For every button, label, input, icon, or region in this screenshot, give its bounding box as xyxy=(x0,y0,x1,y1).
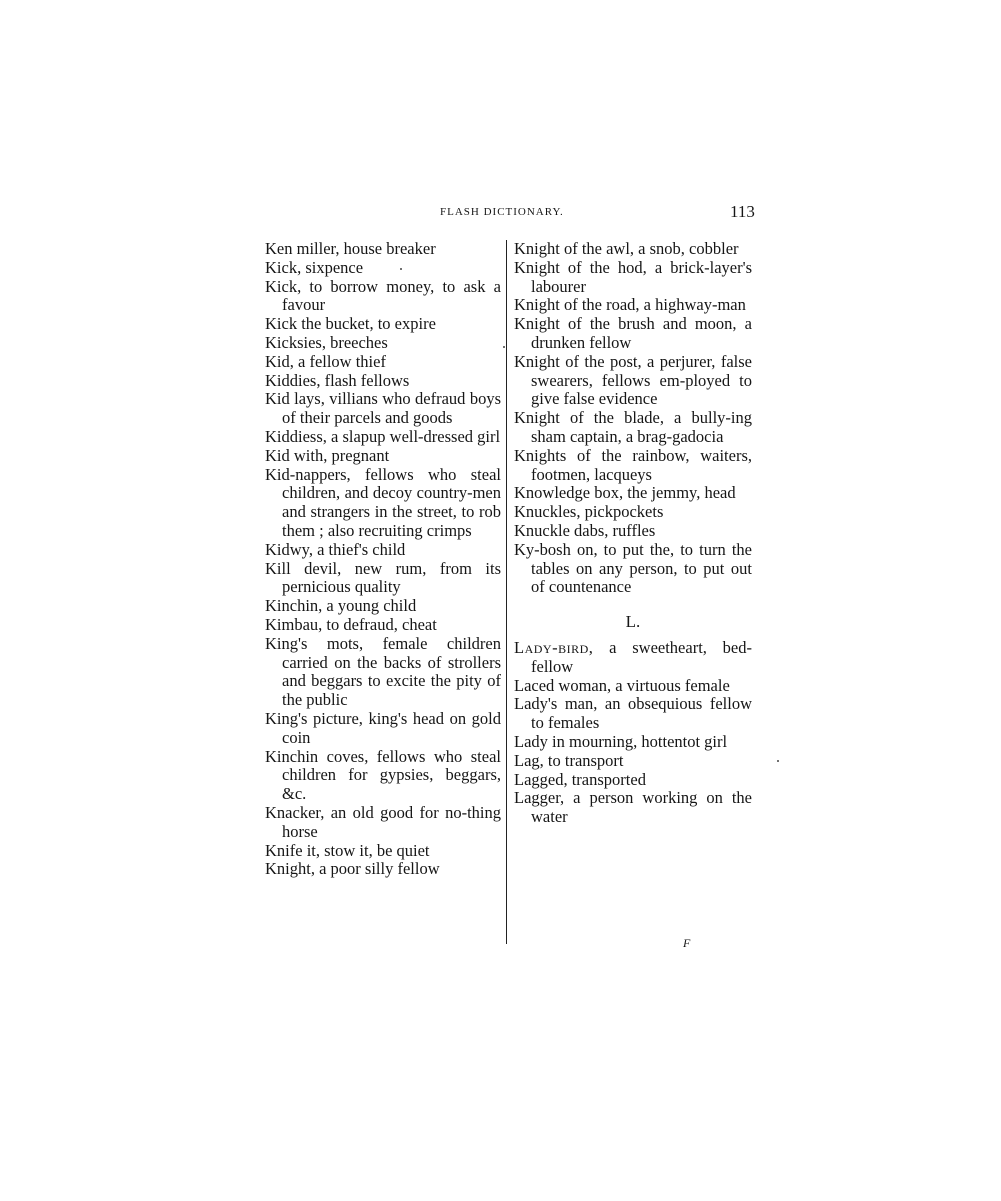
dictionary-entry: Lady in mourning, hottentot girl xyxy=(514,731,728,751)
right-column xyxy=(514,240,752,827)
print-speck xyxy=(400,268,402,270)
dictionary-entry: Kid with, pregnant xyxy=(265,445,390,465)
page-number: 113 xyxy=(730,202,755,221)
dictionary-entry: Kid, a fellow thief xyxy=(265,351,386,371)
dictionary-entry: Knight of the post, a perjurer, false swearers, fellows em-ployed to give false evidence xyxy=(514,351,752,409)
dictionary-entry: Knight of the awl, a snob, cobbler xyxy=(514,239,739,258)
dictionary-entry: Knuckle dabs, ruffles xyxy=(514,520,656,540)
print-speck xyxy=(503,346,505,348)
dictionary-entry: Knights of the rainbow, waiters, footmen, lacqueys xyxy=(514,445,752,484)
dictionary-entry: King's picture, king's head on gold coin xyxy=(265,708,501,747)
entry-headword: Lady-bird, xyxy=(514,637,594,657)
dictionary-entry: Knight of the hod, a brick-layer's labourer xyxy=(514,257,752,296)
dictionary-entry: Laced woman, a virtuous female xyxy=(514,675,730,695)
dictionary-entry: Kinchin, a young child xyxy=(265,596,417,616)
dictionary-entry: Ky-bosh on, to put the, to turn the tables on any person, to put out of countenance xyxy=(514,539,752,597)
dictionary-entry: Knowledge box, the jemmy, head xyxy=(514,483,736,503)
signature-mark: F xyxy=(683,936,691,950)
dictionary-entry: Kiddiess, a slapup well-dressed girl xyxy=(265,426,501,446)
dictionary-entry: Ken miller, house breaker xyxy=(265,239,436,258)
column-divider xyxy=(506,240,507,944)
dictionary-entry: Knight of the road, a highway-man xyxy=(514,295,746,315)
dictionary-entry: Kiddies, flash fellows xyxy=(265,370,410,390)
dictionary-entry: Lagger, a person working on the water xyxy=(514,788,752,827)
dictionary-entry: Kicksies, breeches xyxy=(265,332,388,352)
dictionary-entry: Knight of the brush and moon, a drunken fellow xyxy=(514,314,752,352)
entry-definition: a sweetheart, bed-fellow xyxy=(531,637,752,676)
left-column xyxy=(265,240,501,879)
dictionary-entry: Kick the bucket, to expire xyxy=(265,314,436,334)
dictionary-entry: Knuckles, pickpockets xyxy=(514,502,664,522)
running-header: FLASH DICTIONARY. xyxy=(440,206,564,218)
dictionary-entry: Knight of the blade, a bully-ing sham captain, a brag-gadocia xyxy=(514,408,752,446)
dictionary-entry: Lady's man, an obsequious fellow to females xyxy=(514,694,752,733)
dictionary-entry xyxy=(514,639,752,677)
dictionary-entry: Kidwy, a thief's child xyxy=(265,539,406,559)
dictionary-entry: Lagged, transported xyxy=(514,769,646,789)
dictionary-entry: Kid-nappers, fellows who steal children, and decoy country-men and strangers in the street, to rob them ; also recruiting crimps xyxy=(265,464,501,540)
section-letter-heading: L. xyxy=(625,612,641,632)
dictionary-entry: Lag, to transport xyxy=(514,750,624,770)
dictionary-entry: King's mots, female children carried on the backs of strollers and beggars to excite the pity of the public xyxy=(265,633,501,710)
dictionary-entry: Knife it, stow it, be quiet xyxy=(265,840,430,860)
dictionary-entry: Kick, sixpence xyxy=(265,257,364,277)
dictionary-entry: Kimbau, to defraud, cheat xyxy=(265,614,437,634)
dictionary-entry: Kinchin coves, fellows who steal children for gypsies, beggars, &c. xyxy=(265,746,501,804)
dictionary-entry: Kill devil, new rum, from its pernicious quality xyxy=(265,558,501,597)
dictionary-entry: Knacker, an old good for no-thing horse xyxy=(265,802,501,841)
dictionary-entry: Kick, to borrow money, to ask a favour xyxy=(265,276,501,315)
print-speck xyxy=(777,760,779,762)
dictionary-entry: Kid lays, villians who defraud boys of their parcels and goods xyxy=(265,389,501,428)
dictionary-entry: Knight, a poor silly fellow xyxy=(265,859,440,879)
